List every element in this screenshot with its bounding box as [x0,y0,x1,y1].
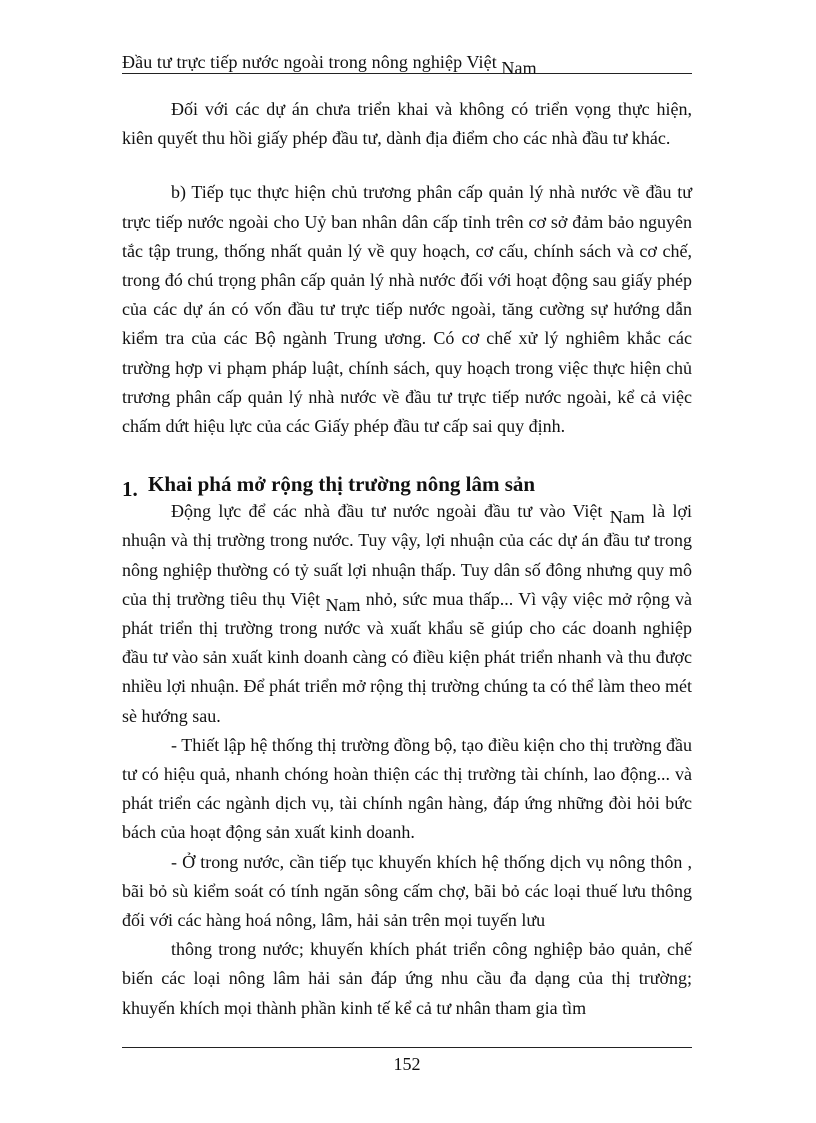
paragraph-part: là lợi nhuận và thị trường trong nước. Tuy vậy, lợi nhuận của các dự án đầu tư trong nông nghiệp thường có tỷ suất lợi nhuận thấp. Tuy dân số đông nhưng quy mô của thị trường tiêu thụ Việt [122,501,693,609]
spacer [122,441,692,471]
header-title-sub: Nam [501,58,537,78]
paragraph-part: nhỏ, sức mua thấp... Vì vậy việc mở rộng và phát triển thị trường trong nước và xuất khẩu sẽ giúp cho các doanh nghiệp đầu tư vào sản xuất kinh doanh càng có điều kiện phát triển nhanh và thu được nhiều lợi nhuận. Để phát triển mở rộng thị trường chúng ta có thể làm theo mét sè hướng sau. [122,588,693,726]
paragraph-market-system: - Thiết lập hệ thống thị trường đồng bộ, tạo điều kiện cho thị trường đầu tư có hiệu quả, nhanh chóng hoàn thiện các thị trường tài chính, lao động... và phát triển các ngành dịch vụ, tài chính ngân hàng, đáp ứng những đòi hỏi bức bách của hoạt động sản xuất kinh doanh. [122,734,692,843]
page-number: 152 [393,1054,421,1074]
paragraph-market-motivation [122,497,692,731]
paragraph-revoke-licenses: Đối với các dự án chưa triển khai và không có triển vọng thực hiện, kiên quyết thu hồi giấy phép đầu tư, dành địa điểm cho các nhà đầu tư khác. [122,99,692,149]
paragraph-processing-industry: thông trong nước; khuyến khích phát triển công nghiệp bảo quản, chế biến các loại nông lâm hải sản đáp ứng nhu cầu đa dạng của thị trường; khuyến khích mọi thành phần kinh tế kể cả tư nhân tham gia tìm [122,939,692,1018]
header-title: Đầu tư trực tiếp nước ngoài trong nông nghiệp Việt [122,52,497,72]
section-title: Khai phá mở rộng thị trường nông lâm sản [148,472,536,497]
section-number: 1. [122,477,138,502]
paragraph-domestic-services: - Ở trong nước, cần tiếp tục khuyến khích hệ thống dịch vụ nông thôn , bãi bỏ sù kiểm soát có tính ngăn sông cấm chợ, bãi bỏ các loại thuế lưu thông đối với các hàng hoá nông, lâm, hải sản trên mọi tuyến lưu [122,851,692,931]
paragraph-decentralization: b) Tiếp tục thực hiện chủ trương phân cấp quản lý nhà nước về đầu tư trực tiếp nước ngoài cho Uỷ ban nhân dân cấp tỉnh trên cơ sở đảm bảo nguyên tắc tập trung, thống nhất quản lý về quy hoạch, cơ cấu, chính sách và cơ chế, trong đó chú trọng phân cấp quản lý nhà nước đối với hoạt động sau giấy phép của các dự án có vốn đầu tư trực tiếp nước ngoài, tăng cường sự hướng dẫn kiểm tra của các Bộ ngành Trung ương. Có cơ chế xử lý nghiêm khắc các trường hợp vi phạm pháp luật, chính sách, quy hoạch trong việc thực hiện chủ trương phân cấp quản lý nhà nước về đầu tư trực tiếp nước ngoài, kể cả việc chấm dứt hiệu lực của các Giấy phép đầu tư cấp sai quy định. [122,182,692,437]
subscript-word: Nam [325,594,361,615]
subscript-word: Nam [609,507,645,528]
paragraph-part: Động lực để các nhà đầu tư nước ngoài đầu tư vào Việt [171,501,603,522]
header-divider [122,73,692,74]
section-heading [122,471,692,502]
spacer [122,153,692,178]
body-text [122,95,692,1023]
footer-divider [122,1047,692,1048]
running-header [122,50,692,78]
